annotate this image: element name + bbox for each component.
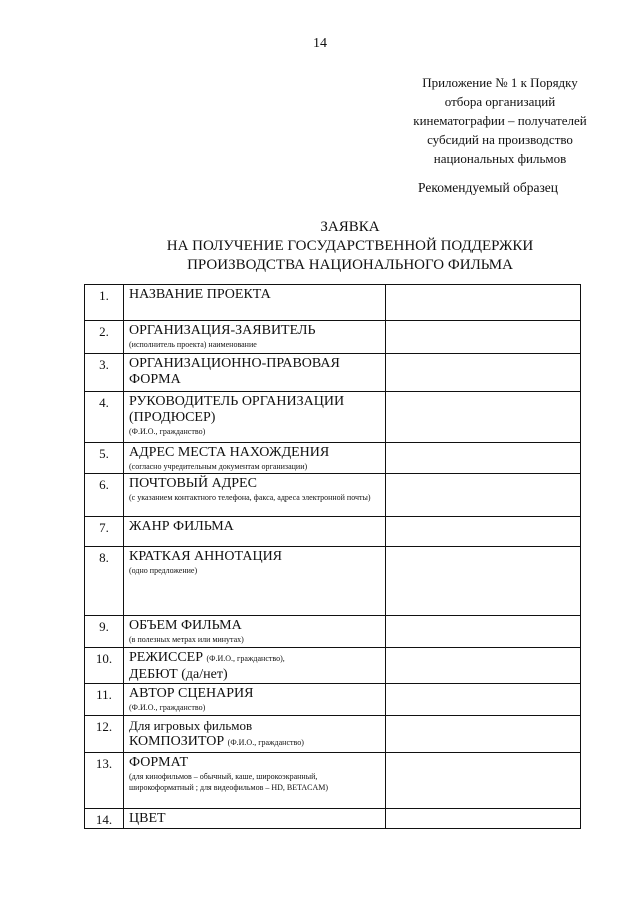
appendix-line: Приложение № 1 к Порядку (422, 75, 578, 90)
row-value-field[interactable] (386, 753, 581, 809)
row-number: 8. (85, 547, 124, 616)
row-title: ЦВЕТ (129, 811, 166, 826)
row-number: 12. (85, 716, 124, 753)
row-value-field[interactable] (386, 443, 581, 474)
row-value-field[interactable] (386, 648, 581, 684)
row-inline-note: (Ф.И.О., гражданство) (227, 738, 304, 747)
table-row (85, 616, 581, 648)
row-note: (Ф.И.О., гражданство) (129, 703, 206, 712)
row-label (124, 517, 386, 547)
row-title: АДРЕС МЕСТА НАХОЖДЕНИЯ (129, 445, 330, 460)
row-note: (одно предложение) (129, 566, 198, 575)
row-label (124, 809, 386, 829)
table-row (85, 648, 581, 684)
row-value-field[interactable] (386, 547, 581, 616)
row-value-field[interactable] (386, 474, 581, 517)
row-number: 3. (85, 354, 124, 392)
table-row (85, 321, 581, 354)
row-number: 1. (85, 285, 124, 321)
row-title (129, 734, 381, 751)
row-title: КРАТКАЯ АННОТАЦИЯ (129, 549, 283, 564)
row-number: 10. (85, 648, 124, 684)
row-note: (с указанием контактного телефона, факса, адреса электронной почты) (129, 493, 371, 502)
appendix-line: отбора организаций (444, 94, 556, 109)
row-label (124, 443, 386, 474)
row-label (124, 547, 386, 616)
row-number: 14. (85, 809, 124, 829)
table-row (85, 517, 581, 547)
page-number: 14 (313, 36, 327, 51)
row-number: 2. (85, 321, 124, 354)
row-number: 9. (85, 616, 124, 648)
row-note: (согласно учредительным документам организации) (129, 462, 308, 471)
row-title: АВТОР СЦЕНАРИЯ (129, 686, 254, 701)
row-subtitle: Для игровых фильмов (129, 718, 253, 733)
row-label (124, 753, 386, 809)
row-number: 5. (85, 443, 124, 474)
row-value-field[interactable] (386, 809, 581, 829)
table-row (85, 354, 581, 392)
row-number: 13. (85, 753, 124, 809)
row-title: НАЗВАНИЕ ПРОЕКТА (129, 287, 271, 302)
row-inline-note: (Ф.И.О., гражданство), (206, 654, 285, 663)
row-value-field[interactable] (386, 517, 581, 547)
row-title (129, 650, 381, 667)
row-title: ЖАНР ФИЛЬМА (129, 519, 234, 534)
row-title: ПОЧТОВЫЙ АДРЕС (129, 476, 257, 491)
table-row (85, 392, 581, 443)
row-label (124, 616, 386, 648)
appendix-line: кинематографии – получателей (413, 113, 587, 128)
row-title: РУКОВОДИТЕЛЬ ОРГАНИЗАЦИИ (ПРОДЮСЕР) (129, 394, 345, 425)
row-number: 7. (85, 517, 124, 547)
row-label (124, 716, 386, 753)
row-title: ОРГАНИЗАЦИЯ-ЗАЯВИТЕЛЬ (129, 323, 316, 338)
sample-label: Рекомендуемый образец (418, 180, 559, 195)
application-form-table (84, 284, 581, 829)
row-title-text: КОМПОЗИТОР (129, 734, 225, 749)
row-value-field[interactable] (386, 716, 581, 753)
appendix-line: субсидий на производство (427, 132, 573, 147)
row-value-field[interactable] (386, 392, 581, 443)
appendix-header (370, 73, 630, 168)
row-value-field[interactable] (386, 354, 581, 392)
row-value-field[interactable] (386, 285, 581, 321)
row-label (124, 474, 386, 517)
row-title: ФОРМАТ (129, 755, 189, 770)
row-label (124, 285, 386, 321)
row-value-field[interactable] (386, 321, 581, 354)
table-row (85, 809, 581, 829)
row-value-field[interactable] (386, 684, 581, 716)
row-title: ОРГАНИЗАЦИОННО-ПРАВОВАЯ ФОРМА (129, 356, 340, 387)
document-title (0, 218, 640, 275)
row-value-field[interactable] (386, 616, 581, 648)
table-row (85, 716, 581, 753)
title-line: НА ПОЛУЧЕНИЕ ГОСУДАРСТВЕННОЙ ПОДДЕРЖКИ (166, 238, 534, 254)
table-row (85, 753, 581, 809)
table-row (85, 547, 581, 616)
row-number: 6. (85, 474, 124, 517)
row-label (124, 321, 386, 354)
row-note: (в полезных метрах или минутах) (129, 635, 244, 644)
title-line: ПРОИЗВОДСТВА НАЦИОНАЛЬНОГО ФИЛЬМА (187, 257, 513, 273)
table-row (85, 684, 581, 716)
row-note: (для кинофильмов – обычный, каше, широкоэкранный, широкоформатный ; для видеофильмов – HD, BETACAM) (129, 772, 329, 792)
row-title-text: РЕЖИССЕР (129, 650, 204, 665)
row-label (124, 354, 386, 392)
table-row (85, 443, 581, 474)
row-title: ОБЪЕМ ФИЛЬМА (129, 618, 242, 633)
row-label (124, 648, 386, 684)
row-label (124, 392, 386, 443)
row-title-secondary: ДЕБЮТ (да/нет) (129, 667, 228, 682)
table-row (85, 474, 581, 517)
table-row (85, 285, 581, 321)
title-line: ЗАЯВКА (320, 219, 380, 235)
row-note: (Ф.И.О., гражданство) (129, 427, 206, 436)
appendix-line: национальных фильмов (433, 151, 567, 166)
row-note: (исполнитель проекта) наименование (129, 340, 257, 349)
row-label (124, 684, 386, 716)
row-number: 11. (85, 684, 124, 716)
row-number: 4. (85, 392, 124, 443)
